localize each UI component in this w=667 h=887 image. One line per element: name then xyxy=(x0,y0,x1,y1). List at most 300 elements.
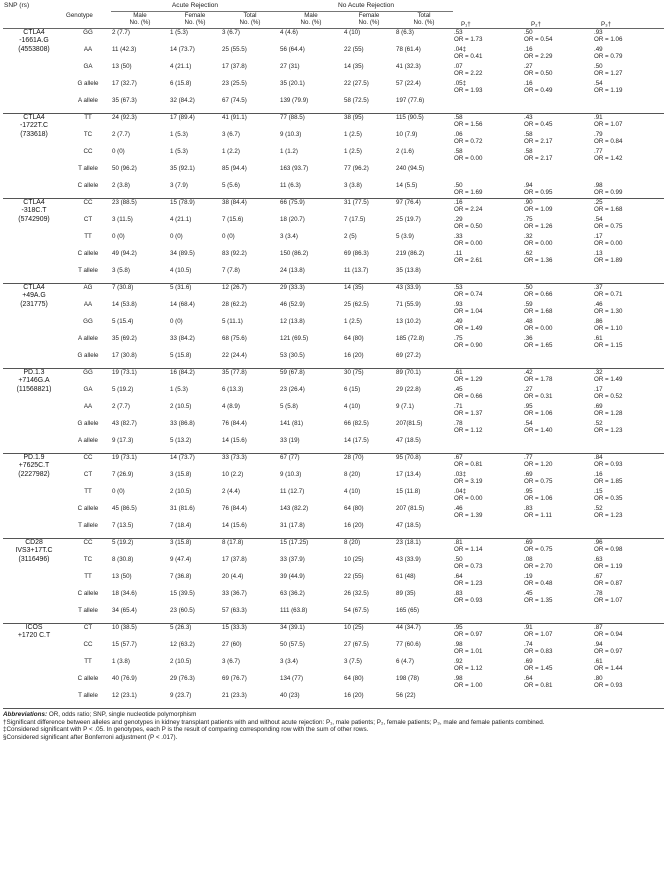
noacute-male-cell: 50 (57.5) xyxy=(280,640,305,648)
p-value: .52 xyxy=(594,419,603,427)
p2-cell xyxy=(523,114,593,131)
odds-ratio: OR = 1.37 xyxy=(454,409,483,417)
table-row xyxy=(3,199,664,216)
noacute-female-cell: 4 (10) xyxy=(344,402,361,410)
acute-female-cell: 2 (10.5) xyxy=(170,657,192,665)
table-row xyxy=(3,454,664,471)
noacute-male-cell: 27 (31) xyxy=(280,62,300,70)
acute-female-cell: 15 (39.5) xyxy=(170,589,195,597)
p3-cell xyxy=(593,658,664,675)
acute-female-cell: 14 (73.7) xyxy=(170,454,195,461)
p1-cell xyxy=(453,63,523,80)
p-value: .93 xyxy=(454,300,463,308)
p-value: .06 xyxy=(454,130,463,138)
p1-cell xyxy=(453,199,523,216)
noacute-total-cell: 198 (78) xyxy=(396,674,420,682)
genotype-cell: CT xyxy=(83,215,93,223)
p-value: .45 xyxy=(524,589,533,597)
odds-ratio: OR = 1.42 xyxy=(594,154,623,162)
p2-cell xyxy=(523,573,593,590)
odds-ratio: OR = 0.66 xyxy=(454,392,483,400)
p-value: .74 xyxy=(524,640,533,648)
p-value: .98 xyxy=(594,181,603,189)
odds-ratio: OR = 1.23 xyxy=(594,511,623,519)
acute-total-cell: 4 (8.9) xyxy=(222,402,240,410)
odds-ratio: OR = 1.12 xyxy=(454,664,483,672)
odds-ratio: OR = 0.72 xyxy=(454,137,483,145)
p1-cell xyxy=(453,692,523,709)
acute-female-cell: 35 (92.1) xyxy=(170,164,195,172)
odds-ratio: OR = 0.52 xyxy=(594,392,623,400)
p-value: .67 xyxy=(454,454,463,461)
table-row xyxy=(3,590,664,607)
noacute-female-cell: 30 (75) xyxy=(344,369,364,376)
p2-cell xyxy=(523,590,593,607)
table-row xyxy=(3,267,664,284)
p1-cell xyxy=(453,471,523,488)
table-row xyxy=(3,420,664,437)
p2-cell xyxy=(523,641,593,658)
genotype-cell: G allele xyxy=(77,79,99,87)
p3-cell xyxy=(593,250,664,267)
noacute-total-cell: 207 (81.5) xyxy=(396,504,425,512)
noacute-female-cell: 2 (5) xyxy=(344,232,357,240)
table-row xyxy=(3,165,664,182)
table-row xyxy=(3,114,664,131)
p-value: .49 xyxy=(454,317,463,325)
table-row xyxy=(3,624,664,641)
noacute-male-cell: 33 (19) xyxy=(279,437,343,454)
odds-ratio: OR = 1.07 xyxy=(594,121,623,129)
noacute-female-cell: 1 (2.5) xyxy=(344,130,362,138)
noacute-female-cell: 28 (70) xyxy=(344,454,364,461)
p1-cell xyxy=(453,505,523,522)
p1-cell xyxy=(453,250,523,267)
odds-ratio: OR = 0.00 xyxy=(454,494,483,502)
acute-male-cell: 5 (19.2) xyxy=(112,385,134,393)
odds-ratio: OR = 1.78 xyxy=(524,376,553,384)
acute-total-cell: 21 (23.3) xyxy=(221,692,279,709)
snp-name-line: (2227982) xyxy=(18,470,50,478)
odds-ratio: OR = 1.19 xyxy=(594,562,623,570)
p3-cell xyxy=(593,454,664,471)
p-value: .32 xyxy=(524,232,533,240)
acute-male-cell: 50 (96.2) xyxy=(112,164,137,172)
noacute-total-cell: 69 (27.2) xyxy=(395,352,453,369)
p-value: .13 xyxy=(594,249,603,257)
odds-ratio: OR = 0.75 xyxy=(524,477,553,485)
p3-cell xyxy=(593,539,664,556)
table-row xyxy=(3,131,664,148)
p-value: .16 xyxy=(524,79,533,87)
table-body xyxy=(3,29,664,709)
odds-ratio: OR = 1.56 xyxy=(454,121,483,129)
footnote-ddagger: ‡Considered significant with P < .05. In genotypes, each P is the result of comparing corresponding row with the sum of other rows. xyxy=(3,726,369,734)
odds-ratio: OR = 0.97 xyxy=(594,647,623,655)
footnote-section: §Considered significant after Bonferroni adjustment (P < .017). xyxy=(3,733,178,741)
p3-cell xyxy=(593,607,664,624)
odds-ratio: OR = 1.45 xyxy=(524,664,553,672)
noacute-male-cell: 34 (39.1) xyxy=(280,624,305,631)
acute-female-cell: 9 (47.4) xyxy=(170,555,192,563)
footnotes xyxy=(3,711,664,741)
acute-female-cell: 1 (5.3) xyxy=(170,147,188,155)
odds-ratio: OR = 1.23 xyxy=(454,579,483,587)
snp-name-line: CTLA4 xyxy=(23,284,45,291)
acute-total-cell: 28 (62.2) xyxy=(222,300,247,308)
p3-cell xyxy=(593,182,664,199)
acute-male-cell: 49 (94.2) xyxy=(112,249,137,257)
p3-cell xyxy=(593,437,664,454)
p2-cell xyxy=(523,97,593,114)
acute-total-cell: 20 (4.4) xyxy=(222,572,244,580)
p1-cell xyxy=(453,131,523,148)
genotype-cell: T allele xyxy=(65,267,111,284)
acute-total-cell: 25 (55.5) xyxy=(222,45,247,53)
noacute-male-cell: 67 (77) xyxy=(280,454,300,461)
table-row xyxy=(3,641,664,658)
p-value: .67 xyxy=(594,572,603,580)
noacute-female-cell: 10 (25) xyxy=(344,555,364,563)
genotype-cell: G allele xyxy=(77,419,99,427)
p2-cell xyxy=(523,284,593,301)
acute-male-cell: 13 (50) xyxy=(112,572,132,580)
odds-ratio: OR = 1.29 xyxy=(454,376,483,384)
p3-cell xyxy=(593,114,664,131)
p-value: .58 xyxy=(454,114,463,121)
p-value: .08 xyxy=(524,555,533,563)
noacute-male-cell: 163 (93.7) xyxy=(280,164,309,172)
snp-name-line: CTLA4 xyxy=(23,199,45,206)
noacute-female-cell: 66 (82.5) xyxy=(344,419,369,427)
noacute-male-cell: 46 (52.9) xyxy=(280,300,305,308)
p-value: .50 xyxy=(524,29,533,36)
odds-ratio: OR = 2.17 xyxy=(524,137,553,145)
acute-male-cell: 19 (73.1) xyxy=(112,454,137,461)
noacute-female-cell: 25 (62.5) xyxy=(344,300,369,308)
table-row xyxy=(3,692,664,709)
p-value: .69 xyxy=(524,470,533,478)
odds-ratio: OR = 0.98 xyxy=(594,546,623,554)
noacute-male-cell: 4 (4.6) xyxy=(280,29,298,36)
acute-female-cell: 32 (84.2) xyxy=(169,97,221,114)
acute-total-cell: 7 (7.8) xyxy=(221,267,279,284)
acute-female-header: Female No. (%) xyxy=(169,12,221,29)
noacute-total-cell: 207(81.5) xyxy=(396,419,423,427)
p3-cell xyxy=(593,573,664,590)
odds-ratio: OR = 1.44 xyxy=(594,664,623,672)
odds-ratio: OR = 2.22 xyxy=(454,69,483,77)
acute-female-cell: 3 (15.8) xyxy=(170,539,192,546)
table-row xyxy=(3,403,664,420)
acute-male-cell: 2 (3.8) xyxy=(111,182,169,199)
p3-cell xyxy=(593,505,664,522)
snp-name xyxy=(3,454,65,539)
acute-female-cell: 23 (60.5) xyxy=(169,607,221,624)
p-value: .49 xyxy=(594,45,603,53)
genotype-cell: T allele xyxy=(65,607,111,624)
noacute-total-cell: 77 (60.6) xyxy=(396,640,421,648)
snp-name xyxy=(3,114,65,199)
table-row xyxy=(3,556,664,573)
p1-cell xyxy=(453,267,523,284)
noacute-total-cell: 10 (7.9) xyxy=(396,130,418,138)
acute-female-cell: 5 (15.8) xyxy=(169,352,221,369)
p-value: .42 xyxy=(524,369,533,376)
odds-ratio: OR = 0.84 xyxy=(594,137,623,145)
genotype-cell: T allele xyxy=(65,692,111,709)
odds-ratio: OR = 0.48 xyxy=(524,579,553,587)
p2-cell xyxy=(523,301,593,318)
snp-name-line: (3116496) xyxy=(18,555,50,563)
odds-ratio: OR = 0.87 xyxy=(594,579,623,587)
odds-ratio: OR = 1.14 xyxy=(454,546,483,554)
p-value: .17 xyxy=(594,385,603,393)
acute-female-cell: 2 (10.5) xyxy=(170,402,192,410)
p1-cell xyxy=(453,420,523,437)
table-row xyxy=(3,148,664,165)
snp-name-line: +7146G.A xyxy=(18,377,50,385)
noacute-female-cell: 58 (72.5) xyxy=(343,97,395,114)
p-value: .87 xyxy=(594,624,603,631)
snp-name-line: IVS3+17T.C xyxy=(15,547,53,555)
p2-cell xyxy=(523,46,593,63)
acute-female-cell: 12 (63.2) xyxy=(170,640,195,648)
acute-female-cell: 16 (84.2) xyxy=(170,369,195,376)
snp-name-line: -1722T.C xyxy=(20,122,48,130)
acute-total-cell: 14 (15.6) xyxy=(221,522,279,539)
p2-cell xyxy=(523,63,593,80)
acute-total-cell: 12 (26.7) xyxy=(222,284,247,291)
p-value: .53 xyxy=(454,284,463,291)
acute-male-header: Male No. (%) xyxy=(111,12,169,29)
p-value: .04‡ xyxy=(454,487,467,495)
noacute-male-cell: 24 (13.8) xyxy=(279,267,343,284)
acute-total-cell: 17 (37.8) xyxy=(222,555,247,563)
noacute-total-cell: 14 (5.5) xyxy=(395,182,453,199)
p3-cell xyxy=(593,131,664,148)
acute-female-cell: 31 (81.6) xyxy=(170,504,195,512)
p-value: .93 xyxy=(594,29,603,36)
odds-ratio: OR = 0.83 xyxy=(524,647,553,655)
genotype-cell: TT xyxy=(84,657,92,665)
genotype-cell: A allele xyxy=(65,437,111,454)
noacute-female-cell: 8 (20) xyxy=(344,470,361,478)
p1-cell xyxy=(453,182,523,199)
p3-cell xyxy=(593,301,664,318)
acute-male-cell: 8 (30.8) xyxy=(112,555,134,563)
genotype-cell: TT xyxy=(84,572,92,580)
acute-male-cell: 11 (42.3) xyxy=(112,45,137,53)
table-row xyxy=(3,233,664,250)
table-row xyxy=(3,80,664,97)
acute-female-cell: 1 (5.3) xyxy=(170,29,188,36)
p3-cell xyxy=(593,522,664,539)
noacute-total-cell: 8 (6.3) xyxy=(396,29,414,36)
snp-header: SNP (rs) xyxy=(4,2,30,9)
odds-ratio: OR = 1.65 xyxy=(524,341,553,349)
noacute-total-cell: 29 (22.8) xyxy=(396,385,421,393)
noacute-male-cell: 35 (20.1) xyxy=(280,79,305,87)
acute-male-cell: 12 (23.1) xyxy=(111,692,169,709)
p-value: .52 xyxy=(594,504,603,512)
genotype-cell: TT xyxy=(84,114,92,121)
p3-header: P₃† xyxy=(593,12,664,29)
no-acute-rejection-header: No Acute Rejection xyxy=(279,2,453,12)
p-value: .58 xyxy=(524,147,533,155)
acute-total-cell: 41 (91.1) xyxy=(222,114,247,121)
genotype-cell: C allele xyxy=(65,182,111,199)
p3-cell xyxy=(593,29,664,46)
p-value: .25 xyxy=(594,199,603,206)
odds-ratio: OR = 1.30 xyxy=(594,307,623,315)
p1-cell xyxy=(453,488,523,505)
p-value: .29 xyxy=(454,215,463,223)
p2-cell xyxy=(523,505,593,522)
table-row xyxy=(3,658,664,675)
p2-cell xyxy=(523,80,593,97)
noacute-female-cell: 3 (3.8) xyxy=(343,182,395,199)
p1-cell xyxy=(453,573,523,590)
odds-ratio: OR = 1.36 xyxy=(524,256,553,264)
odds-ratio: OR = 1.28 xyxy=(594,409,623,417)
noacute-male-cell: 111 (63.8) xyxy=(279,607,343,624)
noacute-male-cell: 150 (86.2) xyxy=(280,249,309,257)
noacute-male-cell: 59 (67.8) xyxy=(280,369,305,376)
p2-cell xyxy=(523,250,593,267)
p-value: .95 xyxy=(524,487,533,495)
p1-cell xyxy=(453,539,523,556)
snp-name xyxy=(3,624,65,709)
acute-male-cell: 2 (7.7) xyxy=(112,29,130,36)
odds-ratio: OR = 0.73 xyxy=(454,562,483,570)
noacute-total-cell: 115 (90.5) xyxy=(396,114,424,121)
noacute-male-cell: 63 (36.2) xyxy=(280,589,305,597)
p-value: .58 xyxy=(524,130,533,138)
acute-male-cell: 13 (50) xyxy=(112,62,132,70)
odds-ratio: OR = 1.26 xyxy=(524,222,553,230)
p2-cell xyxy=(523,437,593,454)
p2-cell xyxy=(523,556,593,573)
p-value: .54 xyxy=(524,419,533,427)
p-value: .69 xyxy=(524,657,533,665)
p-value: .90 xyxy=(524,199,533,206)
p-value: .77 xyxy=(524,454,533,461)
p1-cell xyxy=(453,80,523,97)
p-value: .75 xyxy=(454,334,463,342)
p3-cell xyxy=(593,165,664,182)
genotype-cell: CT xyxy=(83,470,93,478)
acute-male-cell: 23 (88.5) xyxy=(112,199,137,206)
genotype-cell: CT xyxy=(83,624,93,631)
p-value: .95 xyxy=(524,402,533,410)
odds-ratio: OR = 0.00 xyxy=(524,239,553,247)
noacute-total-cell: 240 (94.5) xyxy=(396,164,425,172)
odds-ratio: OR = 3.19 xyxy=(454,477,483,485)
odds-ratio: OR = 1.06 xyxy=(524,494,553,502)
p3-cell xyxy=(593,556,664,573)
noacute-total-cell: 71 (55.9) xyxy=(396,300,421,308)
odds-ratio: OR = 1.07 xyxy=(524,631,553,639)
odds-ratio: OR = 0.94 xyxy=(594,631,623,639)
p-value: .98 xyxy=(454,640,463,648)
noacute-female-cell: 3 (7.5) xyxy=(344,657,362,665)
odds-ratio: OR = 0.00 xyxy=(524,324,553,332)
p2-cell xyxy=(523,607,593,624)
p1-cell xyxy=(453,386,523,403)
noacute-male-cell: 39 (44.9) xyxy=(280,572,305,580)
acute-female-cell: 9 (23.7) xyxy=(169,692,221,709)
odds-ratio: OR = 1.15 xyxy=(594,341,623,349)
table-row xyxy=(3,318,664,335)
genotype-cell: GA xyxy=(83,62,93,70)
odds-ratio: OR = 1.10 xyxy=(594,324,623,332)
p-value: .61 xyxy=(594,334,603,342)
noacute-female-cell: 8 (20) xyxy=(344,539,361,546)
p-value: .78 xyxy=(454,419,463,427)
p1-cell xyxy=(453,97,523,114)
snp-name-line: (733618) xyxy=(20,130,48,138)
genotype-cell: GG xyxy=(83,317,93,325)
p-value: .16 xyxy=(454,199,463,206)
genotype-cell: C allele xyxy=(77,674,99,682)
noacute-female-cell: 16 (20) xyxy=(343,692,395,709)
p1-cell xyxy=(453,454,523,471)
table-row xyxy=(3,284,664,301)
noacute-male-cell: 5 (5.8) xyxy=(280,402,298,410)
p2-cell xyxy=(523,420,593,437)
acute-female-cell: 14 (73.7) xyxy=(170,45,195,53)
noacute-female-cell: 14 (17.5) xyxy=(343,437,395,454)
odds-ratio: OR = 1.19 xyxy=(594,86,623,94)
p-value: .71 xyxy=(454,402,463,410)
p-value: .15 xyxy=(594,487,603,495)
p-value: .11 xyxy=(454,249,463,257)
p2-cell xyxy=(523,199,593,216)
table-row xyxy=(3,182,664,199)
p-value: .58 xyxy=(454,147,463,155)
acute-total-cell: 17 (37.8) xyxy=(222,62,247,70)
table-row xyxy=(3,505,664,522)
acute-female-cell: 1 (5.3) xyxy=(170,385,188,393)
acute-total-cell: 0 (0) xyxy=(222,232,235,240)
table-row xyxy=(3,352,664,369)
p-value: .53 xyxy=(454,29,463,36)
acute-female-cell: 5 (26.3) xyxy=(170,624,192,631)
odds-ratio: OR = 0.99 xyxy=(594,188,623,196)
p-value: .46 xyxy=(454,504,463,512)
noacute-total-cell: 17 (13.4) xyxy=(396,470,421,478)
p2-cell xyxy=(523,233,593,250)
genotype-cell: GG xyxy=(83,29,93,36)
acute-male-cell: 3 (11.5) xyxy=(112,215,133,223)
acute-female-cell: 3 (7.9) xyxy=(169,182,221,199)
noacute-total-cell: 78 (61.4) xyxy=(396,45,421,53)
acute-female-cell: 7 (36.8) xyxy=(170,572,192,580)
acute-total-cell: 35 (77.8) xyxy=(222,369,247,376)
acute-male-cell: 35 (69.2) xyxy=(112,334,137,342)
acute-male-cell: 0 (0) xyxy=(112,147,125,155)
noacute-total-cell: 57 (22.4) xyxy=(396,79,421,87)
snp-name-line: PD.1.3 xyxy=(23,369,45,376)
odds-ratio: OR = 0.50 xyxy=(454,222,483,230)
p-value: .84 xyxy=(594,454,603,461)
p3-cell xyxy=(593,624,664,641)
noacute-female-cell: 1 (2.5) xyxy=(344,317,362,325)
p-value: .27 xyxy=(524,62,533,70)
acute-total-cell: 27 (60) xyxy=(222,640,242,648)
p-value: .75 xyxy=(524,215,533,223)
